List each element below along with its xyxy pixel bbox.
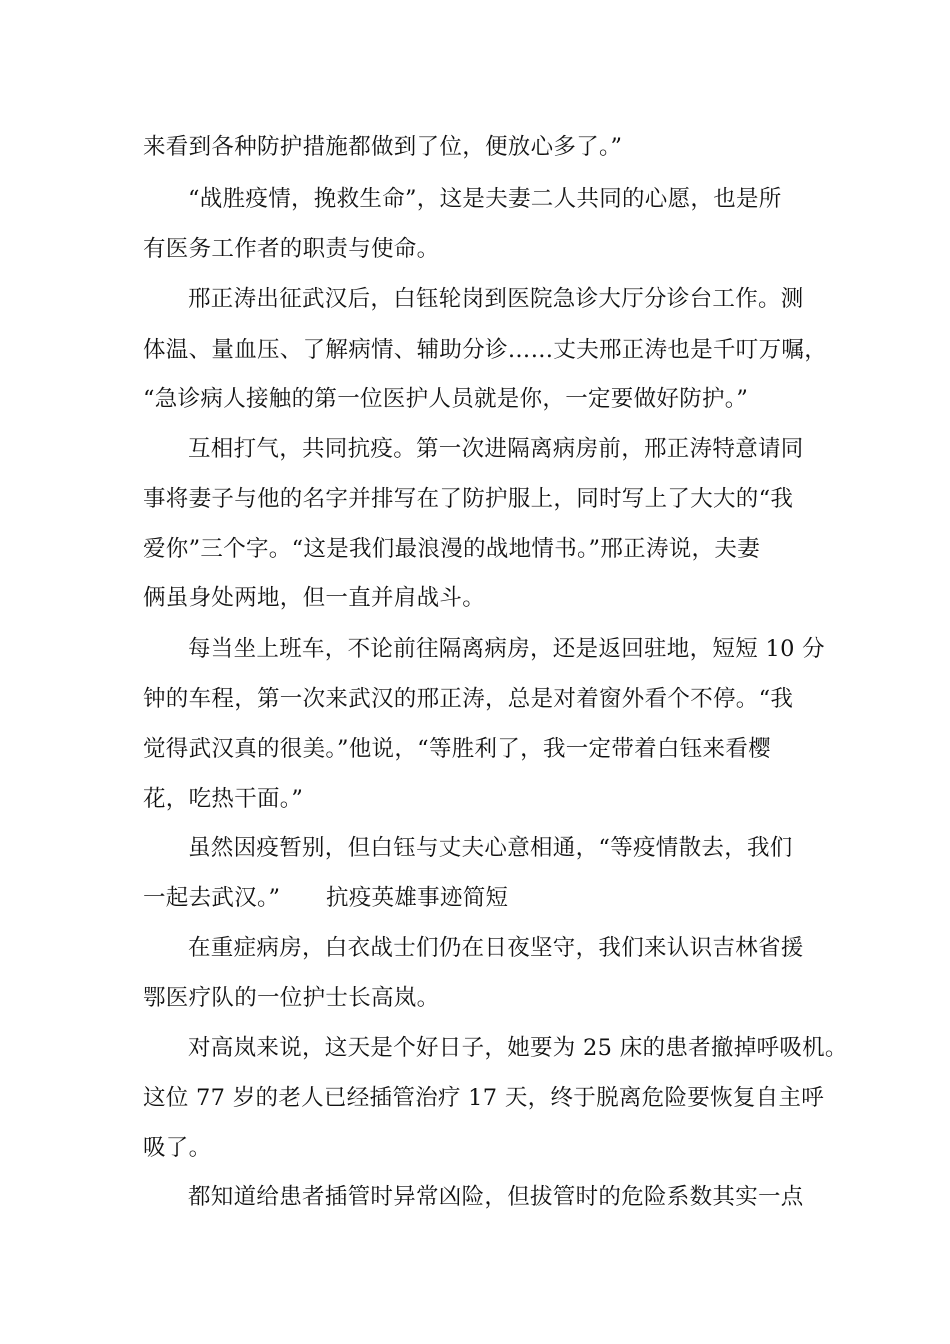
text-line: 觉得武汉真的很美。”他说，“等胜利了，我一定带着白钰来看樱 [143,736,771,762]
text-line: 体温、量血压、了解病情、辅助分诊……丈夫邢正涛也是千叮万嘱， [143,337,828,363]
text-line: 俩虽身处两地，但一直并肩战斗。 [143,585,486,611]
text-line: 吸了。 [143,1135,212,1161]
text-line: 每当坐上班车，不论前往隔离病房，还是返回驻地，短短 10 分 [188,636,825,662]
text-line: 一起去武汉。” 抗疫英雄事迹简短 [143,885,509,911]
text-line: 事将妻子与他的名字并排写在了防护服上，同时写上了大大的“我 [143,486,794,512]
text-line: 鄂医疗队的一位护士长高岚。 [143,985,440,1011]
text-line: 虽然因疫暂别，但白钰与丈夫心意相通，“等疫情散去，我们 [188,835,793,861]
text-line: 互相打气，共同抗疫。第一次进隔离病房前，邢正涛特意请同 [188,436,804,462]
text-line: 有医务工作者的职责与使命。 [143,236,440,262]
text-line: 花，吃热干面。” [143,786,304,812]
text-line: 钟的车程，第一次来武汉的邢正涛，总是对着窗外看个不停。“我 [143,686,794,712]
text-line: 都知道给患者插管时异常凶险，但拔管时的危险系数其实一点 [188,1184,804,1210]
text-line: “战胜疫情，挽救生命”，这是夫妻二人共同的心愿，也是所 [188,186,782,212]
text-line: 爱你”三个字。“这是我们最浪漫的战地情书。”邢正涛说，夫妻 [143,536,760,562]
text-line: 在重症病房，白衣战士们仍在日夜坚守，我们来认识吉林省援 [188,935,804,961]
text-line: 对高岚来说，这天是个好日子，她要为 25 床的患者撤掉呼吸机。 [188,1035,848,1061]
text-line: 邢正涛出征武汉后，白钰轮岗到医院急诊大厅分诊台工作。测 [188,286,804,312]
text-line: 这位 77 岁的老人已经插管治疗 17 天，终于脱离危险要恢复自主呼 [143,1085,825,1111]
text-line: “急诊病人接触的第一位医护人员就是你，一定要做好防护。” [143,386,749,412]
text-line: 来看到各种防护措施都做到了位，便放心多了。” [143,134,623,160]
